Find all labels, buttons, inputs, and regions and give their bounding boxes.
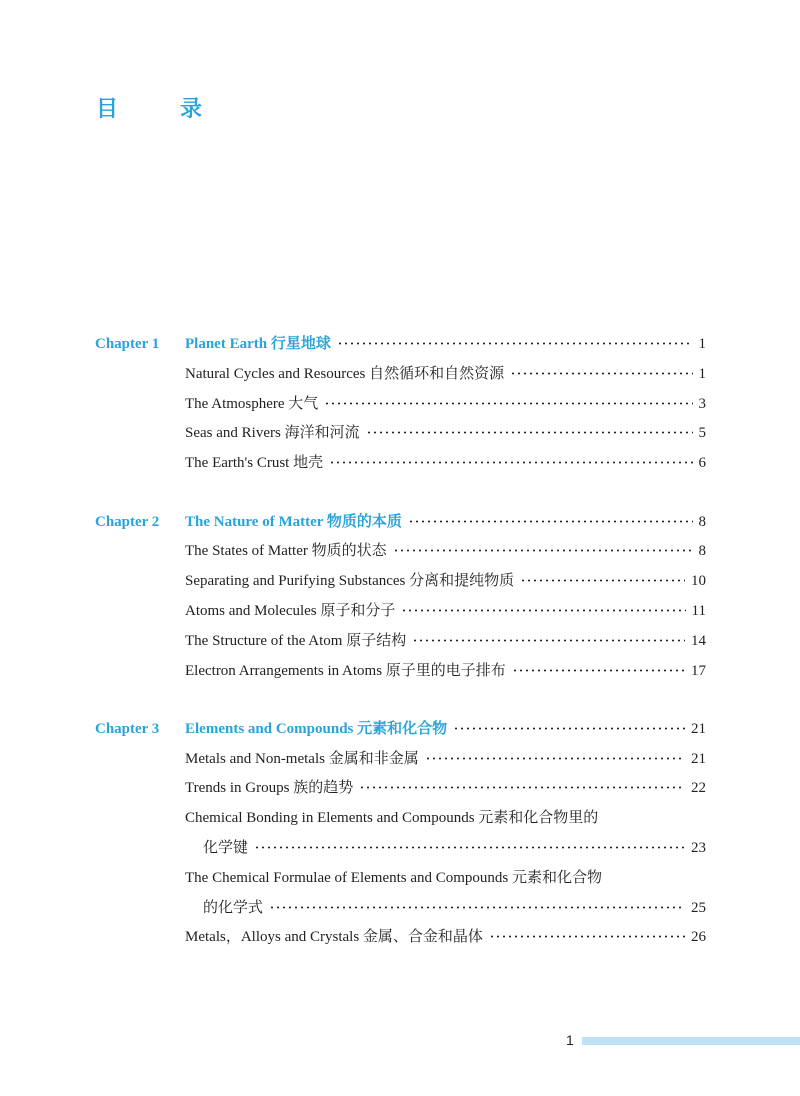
toc-chapter-entry[interactable] bbox=[185, 508, 706, 532]
section-title: Separating and Purifying Substances 分离和提纯物质 bbox=[185, 573, 515, 589]
section-title: Metals，Alloys and Crystals 金属、合金和晶体 bbox=[185, 929, 483, 945]
page-number: 23 bbox=[691, 840, 706, 856]
dot-leader bbox=[329, 456, 692, 468]
dot-leader bbox=[366, 426, 693, 438]
dot-leader bbox=[412, 634, 685, 646]
chapter-title: Elements and Compounds 元素和化合物 bbox=[185, 721, 448, 737]
footer-accent-bar bbox=[582, 1037, 800, 1045]
page-number: 21 bbox=[691, 751, 706, 767]
dot-leader bbox=[489, 930, 685, 942]
section-title-continued: 化学键 bbox=[203, 840, 249, 856]
toc-section-entry[interactable] bbox=[185, 657, 706, 681]
section-title: Trends in Groups 族的趋势 bbox=[185, 780, 354, 796]
page-number: 8 bbox=[698, 543, 706, 559]
page-number: 8 bbox=[698, 514, 706, 530]
toc-chapter-entry[interactable] bbox=[185, 715, 706, 739]
dot-leader bbox=[269, 901, 685, 913]
toc-section-entry[interactable] bbox=[185, 774, 706, 798]
section-title: Atoms and Molecules 原子和分子 bbox=[185, 603, 396, 619]
page-title: 目 录 bbox=[96, 97, 223, 122]
page-number: 26 bbox=[691, 929, 706, 945]
toc-section-entry[interactable] bbox=[185, 390, 706, 414]
toc-section-entry[interactable] bbox=[185, 745, 706, 769]
page-number: 11 bbox=[691, 603, 706, 619]
dot-leader bbox=[401, 604, 685, 616]
chapter-title: Planet Earth 行星地球 bbox=[185, 336, 331, 352]
toc-section-entry-line2[interactable] bbox=[203, 834, 706, 858]
page-number: 10 bbox=[691, 573, 706, 589]
toc-section-entry-line1[interactable] bbox=[185, 864, 706, 888]
page-number: 5 bbox=[698, 425, 706, 441]
section-title: The Earth's Crust 地壳 bbox=[185, 455, 324, 471]
section-title-continued: 的化学式 bbox=[203, 900, 264, 916]
dot-leader bbox=[408, 515, 693, 527]
toc-section-entry[interactable] bbox=[185, 923, 706, 947]
section-title: Metals and Non-metals 金属和非金属 bbox=[185, 751, 419, 767]
dot-leader bbox=[254, 841, 685, 853]
chapter-title: The Nature of Matter 物质的本质 bbox=[185, 514, 402, 530]
dot-leader bbox=[359, 781, 685, 793]
dot-leader bbox=[393, 544, 693, 556]
toc-section-entry[interactable] bbox=[185, 567, 706, 591]
section-title: The Structure of the Atom 原子结构 bbox=[185, 633, 407, 649]
page-number: 1 bbox=[698, 336, 706, 352]
toc-section-entry-line2[interactable] bbox=[203, 894, 706, 918]
dot-leader bbox=[337, 337, 693, 349]
page-number: 6 bbox=[698, 455, 706, 471]
toc-section-entry[interactable] bbox=[185, 419, 706, 443]
toc-chapter-entry[interactable] bbox=[185, 330, 706, 354]
chapter-label: Chapter 2 bbox=[95, 514, 160, 530]
page-number: 21 bbox=[691, 721, 706, 737]
section-title: The States of Matter 物质的状态 bbox=[185, 543, 387, 559]
section-title: Natural Cycles and Resources 自然循环和自然资源 bbox=[185, 366, 505, 382]
toc-section-entry[interactable] bbox=[185, 449, 706, 473]
chapter-label: Chapter 1 bbox=[95, 336, 160, 352]
page-number: 14 bbox=[691, 633, 706, 649]
page-number: 3 bbox=[698, 396, 706, 412]
toc-section-entry[interactable] bbox=[185, 360, 706, 384]
dot-leader bbox=[324, 397, 692, 409]
page-number: 22 bbox=[691, 780, 706, 796]
page-number: 1 bbox=[698, 366, 706, 382]
footer-page-number: 1 bbox=[566, 1032, 574, 1048]
toc-section-entry[interactable] bbox=[185, 537, 706, 561]
section-title: Seas and Rivers 海洋和河流 bbox=[185, 425, 360, 441]
dot-leader bbox=[520, 574, 685, 586]
section-title: The Atmosphere 大气 bbox=[185, 396, 319, 412]
section-title: The Chemical Formulae of Elements and Compounds 元素和化合物 bbox=[185, 870, 603, 886]
dot-leader bbox=[453, 722, 685, 734]
toc-section-entry-line1[interactable] bbox=[185, 804, 706, 828]
dot-leader bbox=[510, 367, 692, 379]
toc-section-entry[interactable] bbox=[185, 627, 706, 651]
chapter-label: Chapter 3 bbox=[95, 721, 160, 737]
dot-leader bbox=[512, 664, 685, 676]
toc-section-entry[interactable] bbox=[185, 597, 706, 621]
section-title: Electron Arrangements in Atoms 原子里的电子排布 bbox=[185, 663, 506, 679]
dot-leader bbox=[425, 752, 685, 764]
page-number: 25 bbox=[691, 900, 706, 916]
section-title: Chemical Bonding in Elements and Compounds 元素和化合物里的 bbox=[185, 810, 599, 826]
page-number: 17 bbox=[691, 663, 706, 679]
